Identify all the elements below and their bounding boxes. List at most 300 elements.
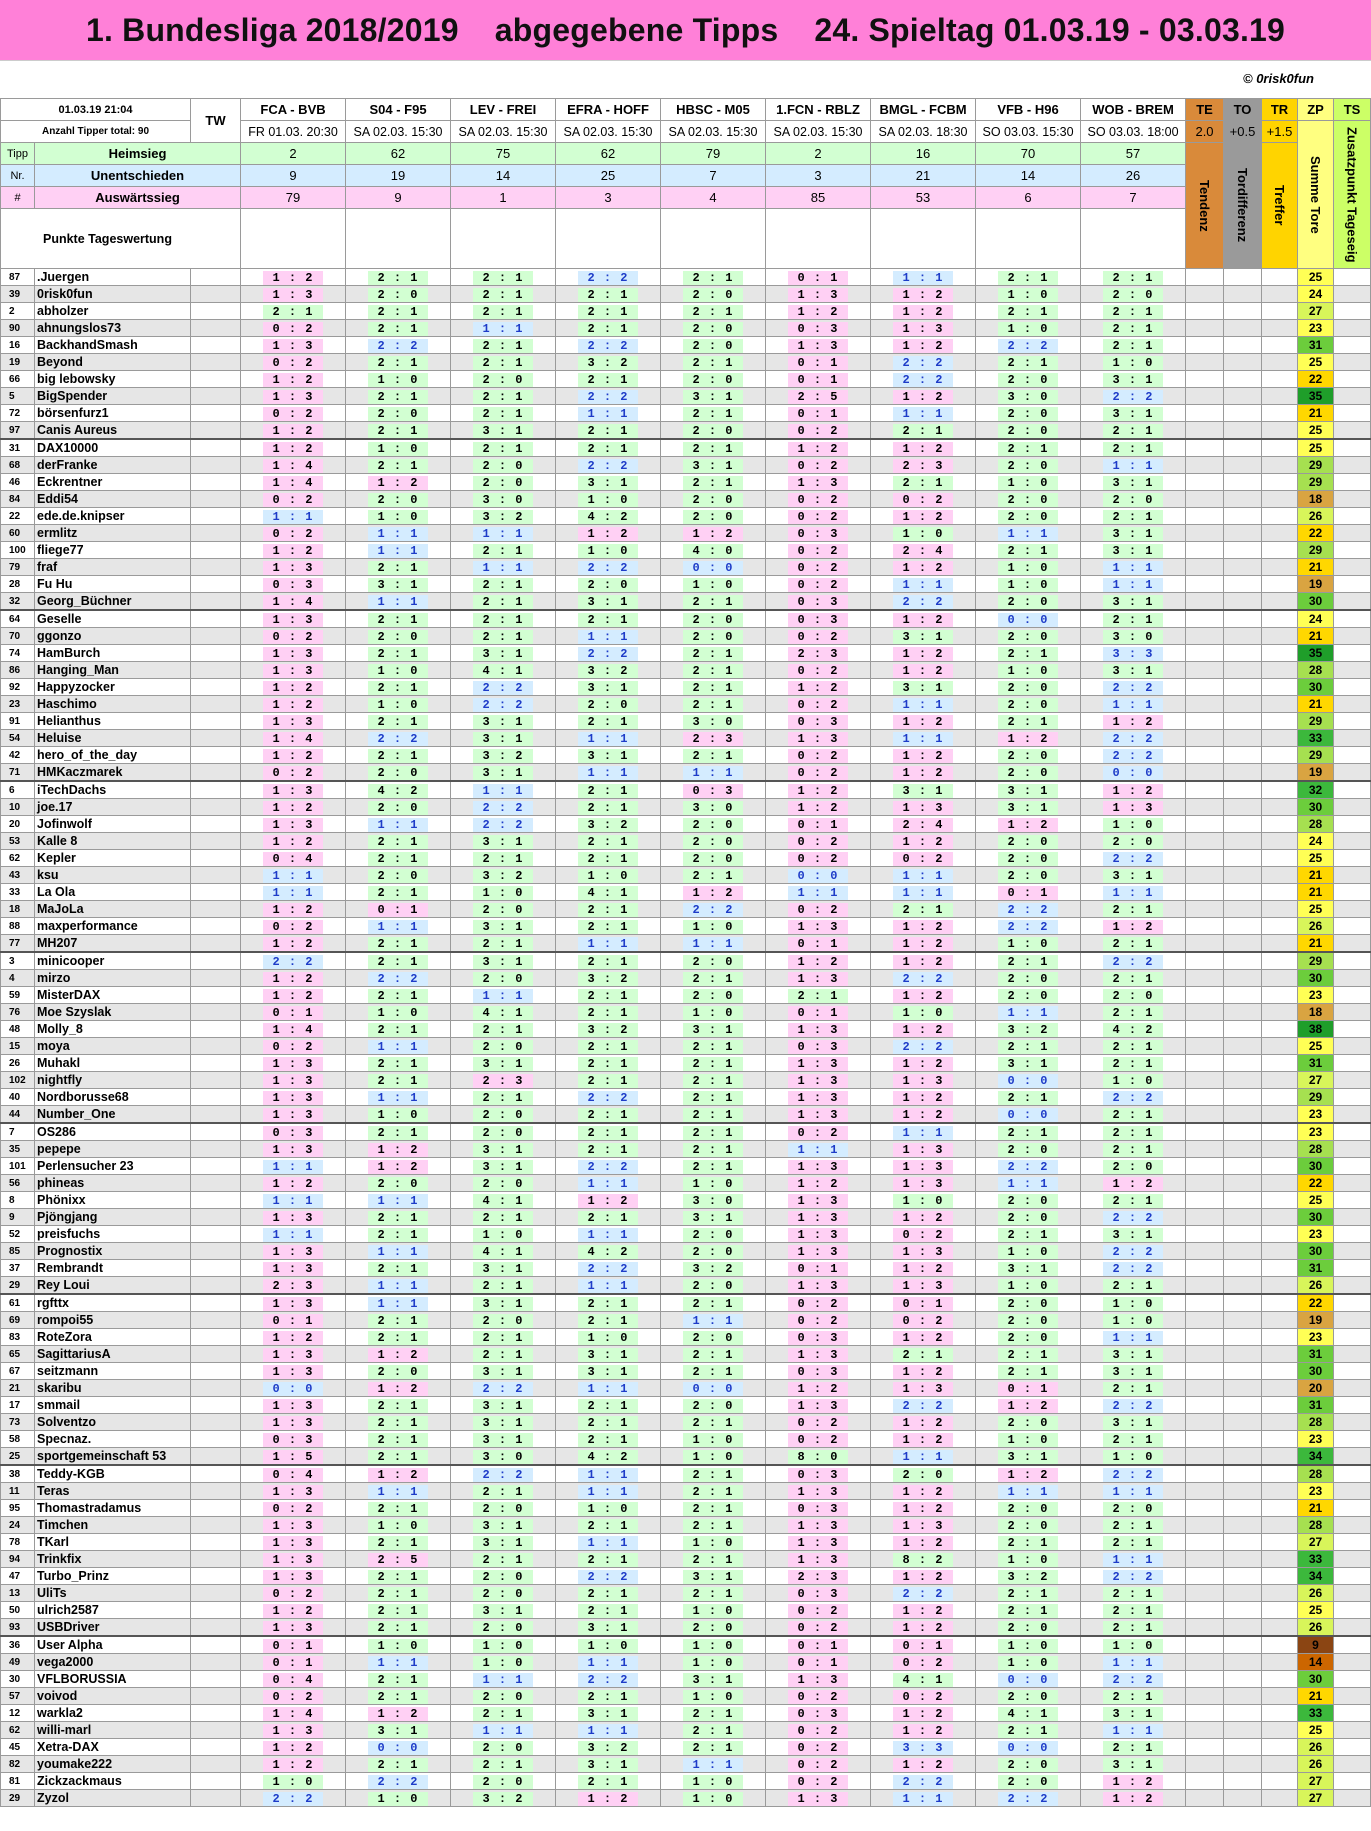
tip-cell [241,559,346,576]
score-te [1186,1397,1224,1414]
player-rank: 20 [1,816,35,833]
tip-cell [1081,628,1186,645]
tip-score: 2 : 0 [368,1177,428,1191]
tip-score: 4 : 1 [578,886,638,900]
score-tr [1262,576,1298,593]
tip-cell [1081,1346,1186,1363]
tip-cell [1081,1688,1186,1705]
tip-score: 0 : 2 [263,1040,323,1054]
tip-score: 2 : 2 [893,595,953,609]
tip-score: 2 : 1 [1103,339,1163,353]
tip-score: 0 : 2 [263,920,323,934]
tip-score: 1 : 3 [263,1399,323,1413]
score-te [1186,388,1224,405]
tip-cell [451,1209,556,1226]
tip-score: 2 : 1 [368,749,428,763]
tw-cell [191,884,241,901]
tip-score: 1 : 3 [788,339,848,353]
tip-cell [346,696,451,713]
tip-cell [241,952,346,970]
player-name: Happyzocker [35,679,191,696]
score-te [1186,1534,1224,1551]
tip-score: 0 : 3 [788,1587,848,1601]
tip-cell [976,1038,1081,1055]
tip-score: 1 : 2 [263,1741,323,1755]
tip-score: 2 : 1 [683,1040,743,1054]
tip-score: 1 : 2 [893,1057,953,1071]
tip-cell [241,730,346,747]
score-ts [1334,1517,1371,1534]
tip-score: 2 : 2 [578,339,638,353]
score-ts [1334,696,1371,713]
tip-count-home: 70 [976,143,1081,165]
score-ts [1334,628,1371,645]
tip-count-away: 9 [346,187,451,209]
tip-score: 2 : 0 [473,1177,533,1191]
tip-score: 3 : 2 [473,1792,533,1806]
tip-cell [976,1312,1081,1329]
tip-score: 1 : 0 [368,1006,428,1020]
tip-score: 1 : 2 [893,1262,953,1276]
points-total: 25 [1298,1722,1334,1739]
tip-score: 0 : 2 [263,527,323,541]
player-row [1,1585,1371,1602]
tip-score: 1 : 1 [368,920,428,934]
tip-cell [661,764,766,782]
tip-score: 2 : 1 [473,1023,533,1037]
player-row [1,884,1371,901]
score-tr [1262,645,1298,662]
tip-score: 1 : 1 [473,322,533,336]
player-name: Fu Hu [35,576,191,593]
points-total: 29 [1298,474,1334,491]
tip-score: 3 : 1 [998,784,1058,798]
tip-cell [241,1619,346,1637]
player-row [1,1722,1371,1739]
tip-score: 2 : 0 [1103,989,1163,1003]
tip-cell [976,662,1081,679]
tip-cell [1081,457,1186,474]
tip-cell [346,388,451,405]
match-pair: FCA - BVB [241,99,346,121]
tip-score: 2 : 1 [368,835,428,849]
tip-score: 1 : 1 [683,937,743,951]
tip-score: 2 : 0 [998,424,1058,438]
tip-cell [1081,542,1186,559]
tip-score: 2 : 1 [683,1143,743,1157]
score-ts [1334,1773,1371,1790]
tip-cell [241,1072,346,1089]
tip-cell [241,1517,346,1534]
score-ts [1334,901,1371,918]
tip-score: 2 : 2 [578,1160,638,1174]
score-ts [1334,1141,1371,1158]
points-total: 21 [1298,405,1334,422]
player-rank: 58 [1,1431,35,1448]
tip-score: 3 : 1 [473,835,533,849]
tip-score: 2 : 1 [1103,1433,1163,1447]
score-te [1186,491,1224,508]
tip-score: 1 : 1 [893,698,953,712]
points-total: 30 [1298,970,1334,987]
player-rank: 67 [1,1363,35,1380]
tip-score: 2 : 1 [683,271,743,285]
tw-cell [191,867,241,884]
scoring-code-to: TO [1224,99,1262,121]
tip-cell [451,491,556,508]
player-name: TKarl [35,1534,191,1551]
tip-score: 1 : 1 [578,1228,638,1242]
tip-score: 2 : 0 [683,510,743,524]
tip-score: 2 : 1 [998,955,1058,969]
tip-score: 1 : 2 [263,903,323,917]
tip-cell [766,1739,871,1756]
tip-score: 0 : 2 [893,1690,953,1704]
tip-cell [556,1106,661,1124]
tip-cell [871,1465,976,1483]
player-row [1,781,1371,799]
tip-cell [346,1038,451,1055]
score-ts [1334,593,1371,611]
tip-score: 4 : 1 [998,1707,1058,1721]
tip-score: 2 : 0 [998,1416,1058,1430]
tip-score: 2 : 2 [1103,1245,1163,1259]
tip-score: 2 : 1 [473,407,533,421]
tip-cell [451,1671,556,1688]
tip-count-draw: 19 [346,165,451,187]
score-to [1224,747,1262,764]
tip-score: 3 : 1 [473,1399,533,1413]
tip-score: 3 : 1 [368,578,428,592]
tip-cell [1081,371,1186,388]
score-te [1186,1483,1224,1500]
score-tr [1262,696,1298,713]
score-tr [1262,1329,1298,1346]
tw-cell [191,1397,241,1414]
player-row [1,1141,1371,1158]
tip-cell [1081,1243,1186,1260]
tip-cell [766,1500,871,1517]
player-rank: 95 [1,1500,35,1517]
tip-score: 1 : 2 [368,1143,428,1157]
scoring-value-to: +0.5 [1224,121,1262,143]
tip-score: 3 : 3 [1103,647,1163,661]
tip-cell [556,439,661,457]
tip-count-draw: 14 [976,165,1081,187]
tip-cell [556,1705,661,1722]
tip-score: 0 : 2 [788,1433,848,1447]
tw-cell [191,1243,241,1260]
score-tr [1262,1089,1298,1106]
tip-score: 2 : 4 [893,544,953,558]
tip-cell [976,1209,1081,1226]
score-to [1224,764,1262,782]
tip-score: 2 : 1 [683,972,743,986]
points-total: 26 [1298,508,1334,525]
tip-score: 1 : 2 [263,698,323,712]
player-row [1,1500,1371,1517]
tip-cell [661,610,766,628]
player-name: Rey Loui [35,1277,191,1295]
score-te [1186,1346,1224,1363]
tip-cell [661,1671,766,1688]
player-row [1,1312,1371,1329]
tip-cell [451,1072,556,1089]
tip-cell [1081,1517,1186,1534]
tip-cell [1081,508,1186,525]
tip-score: 1 : 3 [893,1074,953,1088]
score-tr [1262,1688,1298,1705]
score-te [1186,405,1224,422]
player-rank: 91 [1,713,35,730]
tip-cell [976,1226,1081,1243]
player-name: smmail [35,1397,191,1414]
tip-score: 1 : 3 [788,1091,848,1105]
points-total: 26 [1298,1756,1334,1773]
tip-cell [976,867,1081,884]
tip-cell [346,679,451,696]
tip-score: 0 : 0 [998,1741,1058,1755]
tip-score: 2 : 1 [368,1673,428,1687]
points-cell [766,209,871,269]
tip-score: 1 : 3 [263,1091,323,1105]
points-total: 18 [1298,1004,1334,1021]
tip-score: 0 : 3 [788,1040,848,1054]
tip-score: 2 : 1 [683,1519,743,1533]
player-name: Teddy-KGB [35,1465,191,1483]
tip-cell [451,508,556,525]
tip-score: 3 : 1 [1103,1707,1163,1721]
tip-cell [661,405,766,422]
tip-score: 4 : 2 [368,784,428,798]
tip-cell [346,1448,451,1466]
tip-cell [871,970,976,987]
tip-cell [346,1209,451,1226]
score-te [1186,747,1224,764]
tip-score: 1 : 2 [893,1365,953,1379]
tip-cell [241,1671,346,1688]
tip-cell [451,337,556,354]
tip-score: 2 : 1 [1103,1194,1163,1208]
tip-cell [661,850,766,867]
tip-cell [661,1192,766,1209]
score-ts [1334,1158,1371,1175]
tip-score: 3 : 1 [1103,476,1163,490]
player-rank: 40 [1,1089,35,1106]
score-te [1186,1380,1224,1397]
tip-cell [766,1688,871,1705]
points-total: 9 [1298,1636,1334,1654]
score-tr [1262,1226,1298,1243]
tip-score: 2 : 1 [683,407,743,421]
tip-score: 1 : 3 [263,1348,323,1362]
tip-cell [766,371,871,388]
score-te [1186,1209,1224,1226]
tip-cell [871,1055,976,1072]
score-te [1186,1431,1224,1448]
tip-score: 2 : 1 [578,1775,638,1789]
tip-cell [871,1500,976,1517]
player-name: MaJoLa [35,901,191,918]
score-ts [1334,1568,1371,1585]
tip-cell [766,747,871,764]
score-to [1224,1329,1262,1346]
tip-cell [976,1636,1081,1654]
tip-score: 2 : 2 [1103,1673,1163,1687]
tip-cell [346,1483,451,1500]
points-total: 27 [1298,1072,1334,1089]
tip-score: 3 : 2 [578,1741,638,1755]
tip-cell [871,1175,976,1192]
tip-score: 2 : 2 [578,1673,638,1687]
tip-cell [661,1756,766,1773]
tip-score: 1 : 3 [263,1074,323,1088]
score-to [1224,1756,1262,1773]
tip-score: 0 : 4 [263,1673,323,1687]
tip-score: 2 : 1 [1103,1382,1163,1396]
tip-cell [661,1568,766,1585]
tip-cell [871,1790,976,1807]
points-total: 30 [1298,799,1334,816]
tip-cell [766,320,871,337]
tip-score: 3 : 1 [683,1023,743,1037]
scoring-label-te [1186,143,1224,269]
score-to [1224,1688,1262,1705]
score-ts [1334,439,1371,457]
tip-cell [451,559,556,576]
tip-cell [766,645,871,662]
tip-score: 3 : 2 [578,1023,638,1037]
score-tr [1262,884,1298,901]
tip-cell [556,1141,661,1158]
tip-cell [1081,1277,1186,1295]
player-row [1,1602,1371,1619]
tip-cell [556,593,661,611]
tip-score: 1 : 0 [368,698,428,712]
tip-cell [346,747,451,764]
tip-cell [556,833,661,850]
score-te [1186,781,1224,799]
tip-score: 0 : 3 [263,1126,323,1140]
score-tr [1262,542,1298,559]
tip-score: 2 : 1 [683,1587,743,1601]
tip-cell [241,576,346,593]
tip-score: 1 : 2 [893,390,953,404]
tip-score: 1 : 1 [368,1040,428,1054]
player-rank: 57 [1,1688,35,1705]
tip-cell [556,1654,661,1671]
tip-score: 2 : 1 [368,271,428,285]
score-tr [1262,1773,1298,1790]
tip-cell [976,1089,1081,1106]
player-rank: 5 [1,388,35,405]
player-row [1,764,1371,782]
score-tr [1262,1141,1298,1158]
tip-score: 2 : 0 [1103,835,1163,849]
match-pair: VFB - H96 [976,99,1081,121]
tip-score: 1 : 0 [1103,1297,1163,1311]
tip-score: 3 : 1 [998,801,1058,815]
tip-cell [766,457,871,474]
tip-cell [1081,1380,1186,1397]
tip-score: 2 : 1 [473,578,533,592]
tip-score: 1 : 1 [1103,886,1163,900]
score-to [1224,1312,1262,1329]
tip-cell [1081,1585,1186,1602]
score-to [1224,1705,1262,1722]
tip-cell [976,303,1081,320]
tip-cell [871,816,976,833]
score-tr [1262,1722,1298,1739]
tip-cell [451,593,556,611]
points-total: 19 [1298,764,1334,782]
tip-cell [346,1568,451,1585]
tip-cell [976,337,1081,354]
score-ts [1334,970,1371,987]
tip-count-draw: 3 [766,165,871,187]
tip-score: 2 : 0 [998,1690,1058,1704]
tip-score: 1 : 1 [998,1006,1058,1020]
tip-score: 0 : 2 [263,630,323,644]
tip-cell [871,1756,976,1773]
tip-cell [241,1414,346,1431]
tip-score: 4 : 2 [1103,1023,1163,1037]
tip-cell [346,1705,451,1722]
player-name: preisfuchs [35,1226,191,1243]
tip-cell [1081,987,1186,1004]
score-tr [1262,713,1298,730]
tip-score: 1 : 2 [893,442,953,456]
row-label-tipp: Tipp [1,143,35,165]
tip-score: 2 : 5 [368,1553,428,1567]
tip-cell [346,1414,451,1431]
tip-score: 1 : 3 [263,561,323,575]
tip-cell [241,1329,346,1346]
tip-cell [1081,952,1186,970]
tip-cell [976,1739,1081,1756]
tip-count-away: 3 [556,187,661,209]
tw-cell [191,1141,241,1158]
tip-score: 1 : 2 [1103,715,1163,729]
tip-score: 2 : 1 [998,442,1058,456]
tip-score: 3 : 0 [683,715,743,729]
tip-cell [346,1654,451,1671]
tip-cell [241,1123,346,1141]
match-date: SO 03.03. 18:00 [1081,121,1186,143]
tip-score: 1 : 0 [998,1279,1058,1293]
tip-score: 2 : 1 [1103,510,1163,524]
tip-cell [661,1346,766,1363]
points-total: 34 [1298,1448,1334,1466]
tip-score: 1 : 2 [893,749,953,763]
score-ts [1334,1688,1371,1705]
tip-score: 1 : 0 [263,1775,323,1789]
tip-cell [241,1141,346,1158]
score-to [1224,1654,1262,1671]
tip-score: 1 : 3 [788,972,848,986]
tip-cell [661,628,766,645]
score-te [1186,593,1224,611]
tip-cell [1081,1534,1186,1551]
score-ts [1334,508,1371,525]
score-tr [1262,781,1298,799]
score-te [1186,816,1224,833]
tip-cell [241,1654,346,1671]
player-name: Nordborusse68 [35,1089,191,1106]
tip-cell [556,1602,661,1619]
score-to [1224,1636,1262,1654]
player-row [1,576,1371,593]
